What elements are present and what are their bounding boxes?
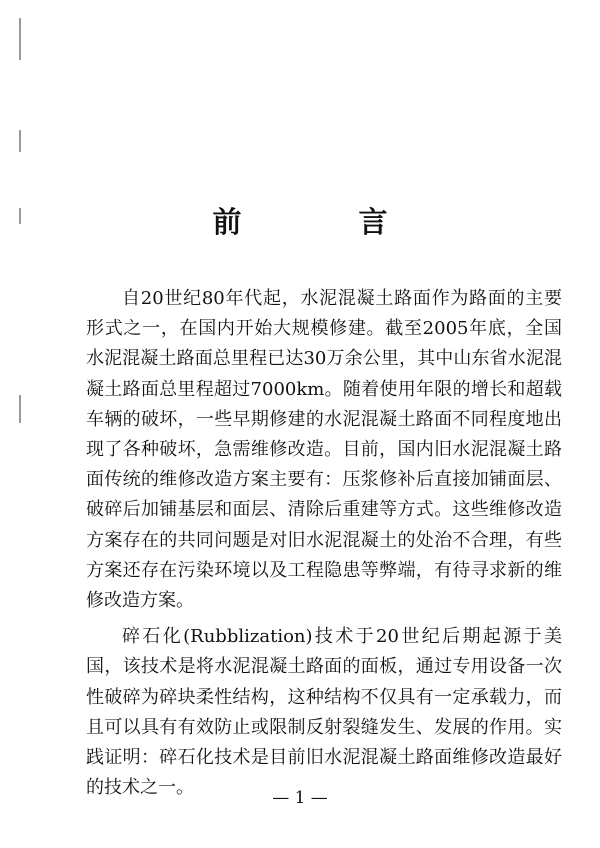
- scan-edge-mark: [19, 18, 21, 60]
- paragraph-2: 碎石化(Rubblization)技术于20世纪后期起源于美国，该技术是将水泥混凝土路面的面板，通过专用设备一次性破碎为碎块柔性结构，这种结构不仅具有一定承载力，而且可以具有有效防止或限制反射裂缝发生、发展的作用。实践证明：碎石化技术是目前旧水泥混凝土路面维修改造最好的技术之一。: [86, 626, 562, 799]
- page-number: — 1 —: [272, 788, 328, 808]
- page-title: 前 言: [212, 205, 432, 239]
- paragraph-1: 自20世纪80年代起，水泥混凝土路面作为路面的主要形式之一，在国内开始大规模修建。截至2005年底，全国水泥混凝土路面总里程已达30万余公里，其中山东省水泥混凝土路面总里程超过7000km。随着使用年限的增长和超载车辆的破坏，一些早期修建的水泥混凝土路面不同程度地出现了各种破坏，急需维修改造。目前，国内旧水泥混凝土路面传统的维修改造方案主要有：压浆修补后直接加铺面层、破碎后加铺基层和面层、清除后重建等方式。这些维修改造方案存在的共同问题是对旧水泥混凝土的处治不合理，有些方案还存在污染环境以及工程隐患等弊端，有待寻求新的维修改造方案。: [86, 288, 562, 612]
- scan-edge-mark: [19, 395, 21, 423]
- body-text: [86, 284, 562, 803]
- scan-edge-mark: [19, 130, 21, 152]
